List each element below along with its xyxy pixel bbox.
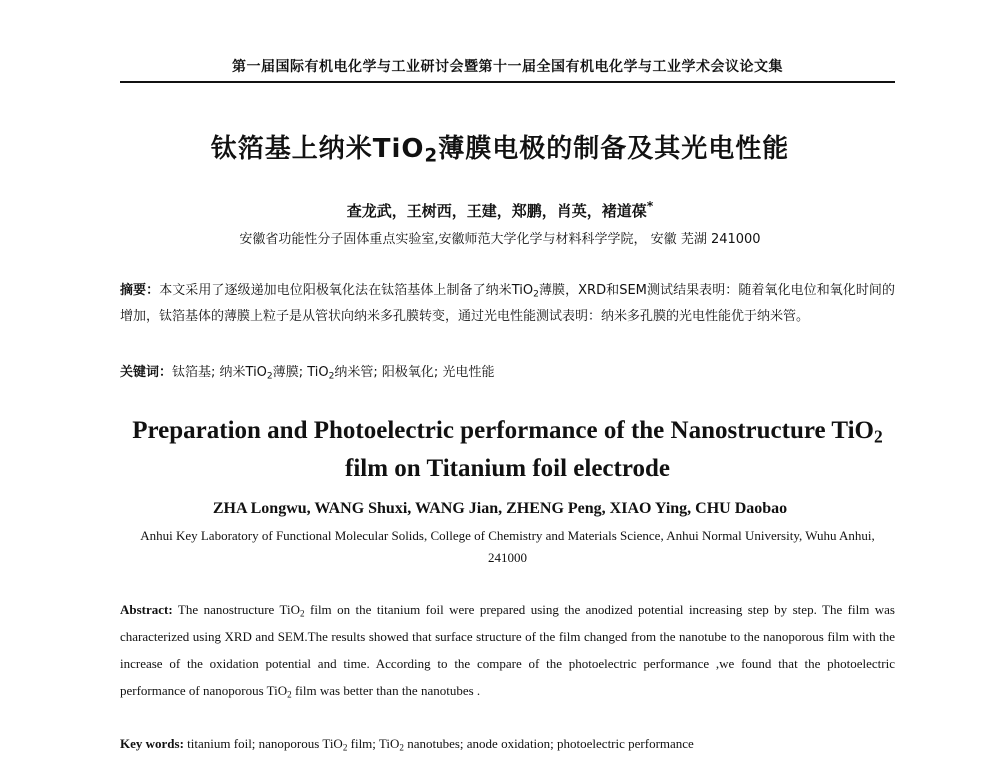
- english-keyword-1: titanium foil; nanoporous TiO: [183, 736, 343, 751]
- chinese-keywords-label: 关键词：: [120, 365, 173, 380]
- chinese-title-text-end: 薄膜电极的制备及其光电性能: [438, 134, 790, 164]
- chinese-abstract: [120, 278, 895, 330]
- english-abstract-label: Abstract:: [120, 602, 173, 617]
- chinese-abstract-label: 摘要：: [120, 283, 160, 298]
- header-rule: [120, 81, 895, 83]
- english-keyword-subscript-2: 2: [399, 742, 404, 753]
- chinese-affiliation: 安徽省功能性分子固体重点实验室,安徽师范大学化学与材料科学学院， 安徽 芜湖 241000: [239, 232, 761, 247]
- english-abstract-text-end: film was better than the nanotubes .: [291, 683, 481, 698]
- chinese-keyword-subscript-2: 2: [328, 371, 335, 382]
- chinese-title-text: 钛箔基上纳米TiO: [210, 134, 425, 164]
- english-abstract: [120, 596, 895, 704]
- chinese-keyword-2: 薄膜; TiO: [272, 365, 329, 380]
- english-keyword-3: nanotubes; anode oxidation; photoelectric performance: [403, 736, 694, 751]
- english-keywords: [120, 734, 895, 754]
- chinese-keyword-3: 纳米管; 阳极氧化; 光电性能: [334, 365, 495, 380]
- chinese-title: [0, 128, 1000, 165]
- chinese-author-list: 查龙武，王树西，王建，郑鹏，肖英，褚道葆: [346, 202, 647, 220]
- chinese-keyword-1: 钛箔基; 纳米TiO: [172, 365, 267, 380]
- english-abstract-subscript-2: 2: [287, 689, 292, 700]
- english-keyword-2: film; TiO: [347, 736, 400, 751]
- english-title-text: Preparation and Photoelectric performance of the Nanostructure TiO: [132, 417, 875, 444]
- english-abstract-text-mid: film on the titanium foil were prepared using the anodized potential increasing step by step. The film was characterized using XRD and SEM.The results showed that surface structure of the film changed from the nanotube to the nanoporous film with the increase of the oxidation potential and time. According to the compare of the photoelectric performance ,we found that the photoelectric performance of nanoporous TiO: [120, 602, 895, 698]
- english-affiliation: Anhui Key Laboratory of Functional Molecular Solids, College of Chemistry and Materials Science, Anhui Normal University, Wuhu Anhui, 241000: [140, 528, 875, 565]
- english-title: [110, 412, 905, 488]
- english-abstract-text: The nanostructure TiO: [172, 602, 301, 617]
- proceedings-header: 第一届国际有机电化学与工业研讨会暨第十一届全国有机电化学与工业学术会议论文集: [232, 59, 783, 75]
- chinese-keywords: [120, 362, 895, 384]
- chinese-abstract-text: 本文采用了逐级递加电位阳极氧化法在钛箔基体上制备了纳米TiO: [159, 283, 534, 298]
- english-abstract-subscript-1: 2: [300, 608, 305, 619]
- chinese-abstract-subscript: 2: [533, 289, 539, 300]
- chinese-title-subscript: 2: [424, 145, 439, 167]
- chinese-keyword-subscript-1: 2: [266, 371, 273, 382]
- english-title-text-end: film on Titanium foil electrode: [345, 455, 670, 482]
- corresponding-author-mark: *: [646, 198, 654, 213]
- chinese-abstract-text-end: 薄膜，XRD和SEM测试结果表明：随着氧化电位和氧化时间的增加，钛箔基体的薄膜上粒子是从管状向纳米多孔膜转变，通过光电性能测试表明：纳米多孔膜的光电性能优于纳米管。: [120, 283, 895, 324]
- english-keyword-subscript-1: 2: [342, 742, 348, 753]
- english-title-subscript: 2: [874, 426, 883, 447]
- chinese-authors: [0, 198, 1000, 221]
- english-authors: ZHA Longwu, WANG Shuxi, WANG Jian, ZHENG Peng, XIAO Ying, CHU Daobao: [212, 500, 788, 517]
- english-keywords-label: Key words:: [120, 736, 184, 751]
